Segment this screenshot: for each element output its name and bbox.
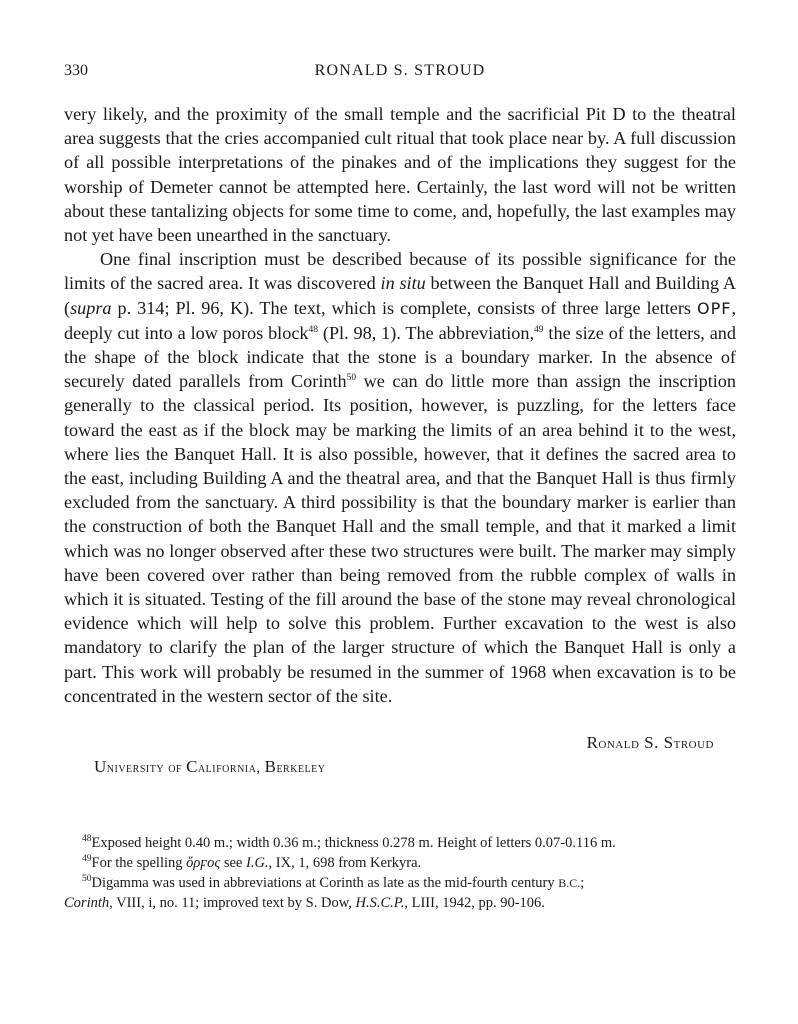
- paragraph-1: very likely, and the proximity of the small temple and the sacrificial Pit D to the theatral area suggests that the cries accompanied cult ritual that took place near by. A full discussion of all possible interpretations of the pinakes and of the implications they suggest for the worship of Demeter cannot be attempted here. Certainly, the last word will not be written about these tantalizing objects for some time to come, and, hopefully, the last examples may not yet have been unearthed in the sanctuary.: [64, 104, 736, 246]
- footnote-50-continued: [64, 893, 736, 913]
- inscription-letters: OPF: [697, 298, 732, 318]
- author-signature: [64, 733, 736, 753]
- aff-c: C: [186, 757, 198, 777]
- footnote-48: [64, 833, 736, 853]
- author-affiliation: [64, 757, 736, 777]
- footnote-49-text-c: , IX, 1, 698 from Kerkyra.: [268, 855, 422, 872]
- author-last-rest: troud: [673, 736, 714, 753]
- footnote-50-text-c: , VIII, i, no. 11; improved text by S. Dow,: [109, 895, 356, 912]
- footnotes: [64, 833, 736, 913]
- footnote-ref-50[interactable]: 50: [346, 373, 357, 384]
- para2-text-g: we can do little more than assign the inscription generally to the classical period. Its position, however, is puzzling, for the letters face toward the east as if the block may be marking the limits of an area behind it to the west, where lies the Banquet Hall. It is also possible, however, that it defines the sacred area to the east, including Building A and the theatral area, and that the Banquet Hall is thus firmly excluded from the sanctuary. A third possibility is that the boundary marker is earlier than the construction of both the Banquet Hall and the small temple, and that it marked a limit which was no longer observed after these two structures were built. The marker may simply have been covered over rather than being removed from the rubble complex of walls in which it is situated. Testing of the fill around the base of the stone may reveal chronological evidence which will help to solve this problem. Further excavation to the west is also mandatory to clarify the plan of the larger structure of which the Banquet Hall is only a part. This work will probably be resumed in the summer of 1968 when excavation is to be concentrated in the western sector of the site.: [64, 371, 736, 706]
- footnote-50-number: 50: [82, 874, 92, 885]
- aff-university: niversity: [106, 760, 165, 777]
- footnote-ref-49[interactable]: 49: [534, 324, 544, 335]
- author-first-rest: onald: [598, 736, 640, 753]
- para2-text-f: the size of the letters, and the shape of the block indicate that the stone is a boundary marker. In the absence of securely dated parallels from Corinth: [64, 322, 736, 392]
- page: [64, 60, 736, 913]
- footnote-ref-48[interactable]: 48: [308, 324, 318, 335]
- page-number: 330: [64, 62, 88, 79]
- footnote-50-text-a: Digamma was used in abbreviations at Corinth as late as the mid-fourth century: [91, 875, 559, 892]
- footnote-50-corinth: Corinth: [64, 895, 110, 912]
- aff-of: of: [168, 760, 182, 777]
- author-last-initial: S: [663, 733, 674, 753]
- author-first-initial: R: [586, 733, 599, 753]
- para2-text-c: p. 314; Pl. 96, K). The text, which is complete, consists of three large letters: [111, 297, 697, 318]
- footnote-48-text: Exposed height 0.40 m.; width 0.36 m.; thickness 0.278 m. Height of letters 0.07-0.116 m.: [91, 835, 616, 852]
- footnote-48-number: 48: [82, 834, 92, 845]
- para2-text-b: between the Banquet Hall and Building A (: [64, 273, 737, 318]
- in-situ-term: in situ: [380, 273, 426, 294]
- para2-text-e: (Pl. 98, 1). The abbreviation,: [318, 322, 535, 343]
- footnote-49-greek: ὅρϝος: [186, 855, 221, 872]
- footnote-49-text-a: For the spelling: [91, 855, 187, 872]
- footnote-50-hscp: H.S.C.P.: [355, 895, 405, 912]
- aff-berkeley: erkeley: [276, 760, 326, 777]
- footnote-49: [64, 853, 736, 873]
- aff-u: U: [94, 757, 107, 777]
- aff-b: B: [264, 757, 277, 777]
- running-head: [64, 60, 736, 88]
- footnote-49-ig: I.G.: [245, 855, 269, 872]
- footnote-50: [64, 873, 736, 893]
- footnote-50-text-d: , LIII, 1942, pp. 90-106.: [404, 895, 545, 912]
- footnote-49-text-b: see: [220, 855, 246, 872]
- para2-text-a: One final inscription must be described because of its possible significance for the limits of the sacred area. It was discovered: [64, 249, 736, 294]
- aff-california: alifornia,: [197, 760, 261, 777]
- footnote-49-number: 49: [82, 854, 92, 865]
- body-text: [64, 102, 736, 708]
- footnote-50-bc: B.C.: [558, 876, 581, 891]
- running-title: RONALD S. STROUD: [314, 62, 486, 79]
- footnote-50-text-b: ;: [580, 875, 585, 892]
- paragraph-2: [64, 247, 736, 708]
- para2-text-d: , deeply cut into a low poros block: [64, 297, 736, 343]
- author-middle: S.: [644, 733, 659, 753]
- supra-term: supra: [70, 297, 112, 318]
